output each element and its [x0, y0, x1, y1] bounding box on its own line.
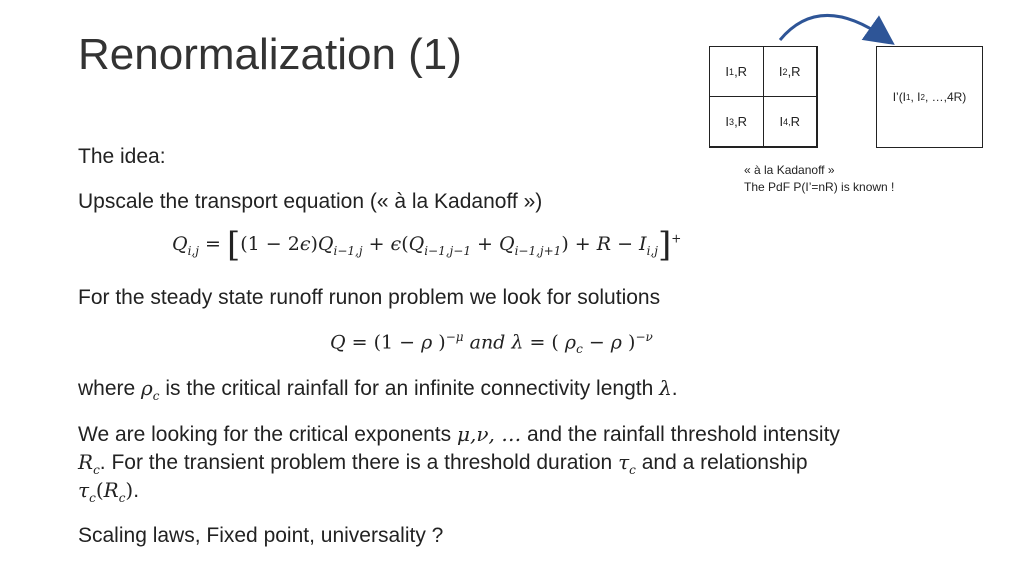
where-text: where $\rho_c$ is the critical rainfall for an infinite connectivity length λ.	[78, 376, 678, 403]
diagram-caption	[744, 162, 894, 196]
critical-exponents-line-1: We are looking for the critical exponents μ,ν, … and the rainfall threshold intensity	[78, 422, 840, 446]
scaling-laws-text: Scaling laws, Fixed point, universality ?	[78, 524, 444, 547]
transport-equation: $Q_{i,j} = [(1 - 2\epsilon)Q_{i-1,j} + \epsilon(Q_{i-1,j-1} + Q_{i-1,j+1}) + R - I_{i,j}]^+$	[172, 225, 682, 265]
upscale-text: Upscale the transport equation (« à la Kadanoff »)	[78, 190, 543, 213]
grid-cell-4: I 4, R	[763, 96, 818, 147]
critical-exponents-line-2: $R_c$. For the transient problem there is a threshold duration $\tau_c$ and a relationship	[78, 450, 808, 477]
idea-label: The idea:	[78, 145, 166, 168]
block-grid	[709, 46, 818, 148]
page-title: Renormalization (1)	[78, 30, 462, 79]
critical-exponents-line-3: $\tau_c(R_c)$.	[78, 478, 140, 505]
caption-line-1: « à la Kadanoff »	[744, 163, 835, 177]
curved-arrow-icon	[760, 0, 910, 45]
renormalized-cell: I’(I 1 , I 2 , …,4R)	[876, 46, 983, 148]
grid-cell-2: I 2 ,R	[763, 46, 818, 97]
scaling-equation: Q = (1 − ρ )$^{-\mu}$ and λ = ( $\rho_c - \rho$ )$^{-\nu}$	[330, 330, 653, 357]
grid-cell-1: I 1 ,R	[709, 46, 764, 97]
caption-line-2: The PdF P(I’=nR) is known !	[744, 180, 895, 194]
grid-cell-3: I 3 ,R	[709, 96, 764, 147]
steady-state-text: For the steady state runoff runon problem we look for solutions	[78, 286, 661, 309]
